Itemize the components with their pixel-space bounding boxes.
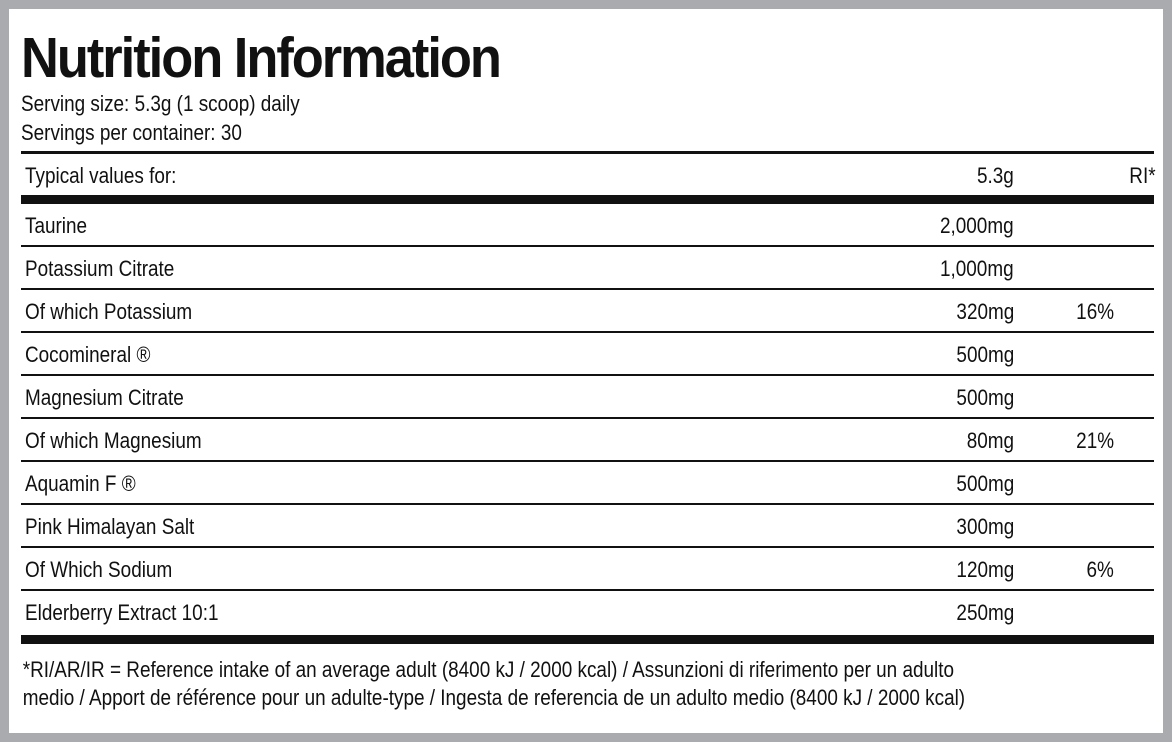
footnote-line: medio / Apport de référence pour un adulte-type / Ingesta de referencia de un adulto medio (8400 kJ / 2000 kcal) <box>22 685 966 710</box>
row-name: Potassium Citrate <box>25 256 175 281</box>
row-ri: 16% <box>1076 299 1114 324</box>
row-amount: 250mg <box>956 600 1014 625</box>
divider-thick <box>21 195 1154 204</box>
row-amount: 2,000mg <box>940 213 1014 238</box>
table-row <box>21 333 1154 374</box>
table-row <box>21 204 1154 245</box>
table-row <box>21 548 1154 589</box>
table-header-row <box>21 154 1154 195</box>
row-amount: 500mg <box>956 471 1014 496</box>
row-name: Aquamin F ® <box>25 471 136 496</box>
row-name: Of which Potassium <box>25 299 193 324</box>
table-row <box>21 591 1154 635</box>
footnote-line: *RI/AR/IR = Reference intake of an average adult (8400 kJ / 2000 kcal) / Assunzioni di riferimento per un adulto <box>22 657 955 682</box>
footnote <box>21 656 1141 712</box>
row-amount: 320mg <box>956 299 1014 324</box>
row-amount: 300mg <box>956 514 1014 539</box>
table-row <box>21 376 1154 417</box>
divider-thick <box>21 635 1154 644</box>
row-ri: 6% <box>1086 557 1114 582</box>
header-ri: RI* <box>1129 163 1156 188</box>
table-row <box>21 419 1154 460</box>
row-name: Magnesium Citrate <box>25 385 184 410</box>
row-name: Elderberry Extract 10:1 <box>25 600 219 625</box>
row-amount: 500mg <box>956 385 1014 410</box>
row-amount: 500mg <box>956 342 1014 367</box>
table-row <box>21 247 1154 288</box>
serving-size: Serving size: 5.3g (1 scoop) daily <box>21 91 300 116</box>
servings-per-container: Servings per container: 30 <box>21 120 242 145</box>
page-title: Nutrition Information <box>21 26 500 90</box>
header-amount: 5.3g <box>977 163 1014 188</box>
table-row <box>21 462 1154 503</box>
table-row <box>21 290 1154 331</box>
row-name: Of Which Sodium <box>25 557 173 582</box>
row-amount: 1,000mg <box>940 256 1014 281</box>
table-row <box>21 505 1154 546</box>
row-name: Cocomineral ® <box>25 342 151 367</box>
row-amount: 120mg <box>956 557 1014 582</box>
header-label: Typical values for: <box>25 163 177 188</box>
nutrition-label <box>21 21 1154 712</box>
row-name: Pink Himalayan Salt <box>25 514 195 539</box>
row-name: Of which Magnesium <box>25 428 202 453</box>
row-amount: 80mg <box>966 428 1014 453</box>
row-ri: 21% <box>1076 428 1114 453</box>
row-name: Taurine <box>25 213 88 238</box>
